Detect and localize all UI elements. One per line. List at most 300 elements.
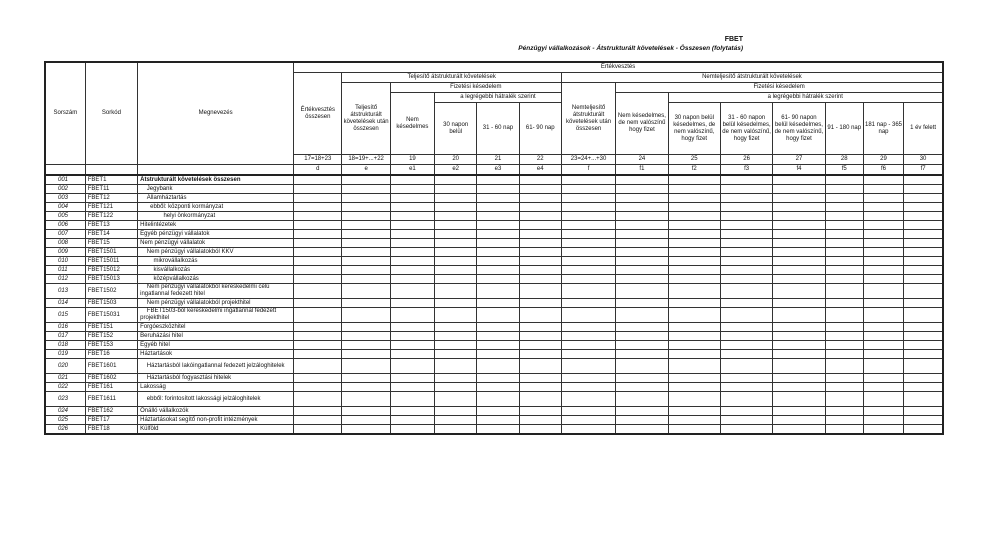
value-cell[interactable] [720,266,772,275]
value-cell[interactable] [435,175,477,185]
value-cell[interactable] [863,230,903,239]
value-cell[interactable] [863,203,903,212]
value-cell[interactable] [477,383,519,392]
value-cell[interactable] [294,239,342,248]
value-cell[interactable] [720,332,772,341]
value-cell[interactable] [668,374,720,383]
value-cell[interactable] [863,266,903,275]
value-cell[interactable] [773,203,825,212]
value-cell[interactable] [825,425,863,435]
value-cell[interactable] [342,221,390,230]
value-cell[interactable] [435,407,477,416]
value-cell[interactable] [773,374,825,383]
value-cell[interactable] [616,341,668,350]
value-cell[interactable] [720,257,772,266]
value-cell[interactable] [390,230,434,239]
value-cell[interactable] [773,230,825,239]
value-cell[interactable] [825,383,863,392]
value-cell[interactable] [294,323,342,332]
value-cell[interactable] [519,266,561,275]
value-cell[interactable] [773,425,825,435]
value-cell[interactable] [390,383,434,392]
value-cell[interactable] [668,194,720,203]
value-cell[interactable] [519,359,561,374]
value-cell[interactable] [904,275,943,284]
value-cell[interactable] [825,284,863,299]
value-cell[interactable] [519,203,561,212]
value-cell[interactable] [390,374,434,383]
value-cell[interactable] [342,374,390,383]
value-cell[interactable] [390,185,434,194]
value-cell[interactable] [904,212,943,221]
value-cell[interactable] [616,299,668,308]
value-cell[interactable] [561,308,615,323]
value-cell[interactable] [616,257,668,266]
value-cell[interactable] [904,425,943,435]
value-cell[interactable] [904,284,943,299]
value-cell[interactable] [477,175,519,185]
value-cell[interactable] [477,248,519,257]
value-cell[interactable] [294,416,342,425]
value-cell[interactable] [904,359,943,374]
value-cell[interactable] [435,266,477,275]
value-cell[interactable] [561,350,615,359]
value-cell[interactable] [616,221,668,230]
value-cell[interactable] [342,212,390,221]
value-cell[interactable] [294,359,342,374]
value-cell[interactable] [435,248,477,257]
value-cell[interactable] [668,323,720,332]
value-cell[interactable] [863,374,903,383]
value-cell[interactable] [863,308,903,323]
value-cell[interactable] [863,323,903,332]
value-cell[interactable] [668,275,720,284]
value-cell[interactable] [773,392,825,407]
value-cell[interactable] [668,308,720,323]
value-cell[interactable] [616,248,668,257]
value-cell[interactable] [294,230,342,239]
value-cell[interactable] [825,221,863,230]
value-cell[interactable] [904,374,943,383]
value-cell[interactable] [477,308,519,323]
value-cell[interactable] [477,275,519,284]
value-cell[interactable] [904,248,943,257]
value-cell[interactable] [720,416,772,425]
value-cell[interactable] [294,407,342,416]
value-cell[interactable] [435,239,477,248]
value-cell[interactable] [668,350,720,359]
value-cell[interactable] [773,257,825,266]
value-cell[interactable] [825,203,863,212]
value-cell[interactable] [435,185,477,194]
value-cell[interactable] [904,392,943,407]
value-cell[interactable] [863,257,903,266]
value-cell[interactable] [435,323,477,332]
value-cell[interactable] [720,407,772,416]
value-cell[interactable] [519,212,561,221]
value-cell[interactable] [668,203,720,212]
value-cell[interactable] [561,257,615,266]
value-cell[interactable] [294,284,342,299]
value-cell[interactable] [390,266,434,275]
value-cell[interactable] [863,425,903,435]
value-cell[interactable] [294,175,342,185]
value-cell[interactable] [477,221,519,230]
value-cell[interactable] [294,203,342,212]
value-cell[interactable] [342,407,390,416]
value-cell[interactable] [294,212,342,221]
value-cell[interactable] [435,230,477,239]
value-cell[interactable] [720,239,772,248]
value-cell[interactable] [720,323,772,332]
value-cell[interactable] [561,194,615,203]
value-cell[interactable] [825,275,863,284]
value-cell[interactable] [863,299,903,308]
value-cell[interactable] [390,284,434,299]
value-cell[interactable] [390,299,434,308]
value-cell[interactable] [390,212,434,221]
value-cell[interactable] [720,230,772,239]
value-cell[interactable] [561,299,615,308]
value-cell[interactable] [519,175,561,185]
value-cell[interactable] [863,275,903,284]
value-cell[interactable] [616,185,668,194]
value-cell[interactable] [477,299,519,308]
value-cell[interactable] [342,323,390,332]
value-cell[interactable] [616,374,668,383]
value-cell[interactable] [519,425,561,435]
value-cell[interactable] [561,284,615,299]
value-cell[interactable] [825,194,863,203]
value-cell[interactable] [668,175,720,185]
value-cell[interactable] [825,407,863,416]
value-cell[interactable] [904,194,943,203]
value-cell[interactable] [616,425,668,435]
value-cell[interactable] [825,341,863,350]
value-cell[interactable] [390,308,434,323]
value-cell[interactable] [863,248,903,257]
value-cell[interactable] [616,332,668,341]
value-cell[interactable] [825,299,863,308]
value-cell[interactable] [904,175,943,185]
value-cell[interactable] [561,392,615,407]
value-cell[interactable] [616,359,668,374]
value-cell[interactable] [435,284,477,299]
value-cell[interactable] [720,175,772,185]
value-cell[interactable] [616,266,668,275]
value-cell[interactable] [668,332,720,341]
value-cell[interactable] [720,221,772,230]
value-cell[interactable] [720,212,772,221]
value-cell[interactable] [773,239,825,248]
value-cell[interactable] [561,416,615,425]
value-cell[interactable] [477,185,519,194]
value-cell[interactable] [342,248,390,257]
value-cell[interactable] [863,284,903,299]
value-cell[interactable] [561,332,615,341]
value-cell[interactable] [390,323,434,332]
value-cell[interactable] [342,203,390,212]
value-cell[interactable] [904,416,943,425]
value-cell[interactable] [863,392,903,407]
value-cell[interactable] [519,275,561,284]
value-cell[interactable] [435,425,477,435]
value-cell[interactable] [720,194,772,203]
value-cell[interactable] [435,332,477,341]
value-cell[interactable] [435,308,477,323]
value-cell[interactable] [477,203,519,212]
value-cell[interactable] [616,323,668,332]
value-cell[interactable] [668,239,720,248]
value-cell[interactable] [773,341,825,350]
value-cell[interactable] [390,350,434,359]
value-cell[interactable] [668,299,720,308]
value-cell[interactable] [561,407,615,416]
value-cell[interactable] [435,221,477,230]
value-cell[interactable] [390,407,434,416]
value-cell[interactable] [720,308,772,323]
value-cell[interactable] [435,194,477,203]
value-cell[interactable] [342,392,390,407]
value-cell[interactable] [668,416,720,425]
value-cell[interactable] [561,275,615,284]
value-cell[interactable] [668,341,720,350]
value-cell[interactable] [519,407,561,416]
value-cell[interactable] [773,383,825,392]
value-cell[interactable] [342,308,390,323]
value-cell[interactable] [904,407,943,416]
value-cell[interactable] [294,275,342,284]
value-cell[interactable] [773,284,825,299]
value-cell[interactable] [294,392,342,407]
value-cell[interactable] [342,416,390,425]
value-cell[interactable] [668,383,720,392]
value-cell[interactable] [863,416,903,425]
value-cell[interactable] [477,416,519,425]
value-cell[interactable] [561,323,615,332]
value-cell[interactable] [390,332,434,341]
value-cell[interactable] [904,185,943,194]
value-cell[interactable] [342,194,390,203]
value-cell[interactable] [294,299,342,308]
value-cell[interactable] [477,341,519,350]
value-cell[interactable] [435,341,477,350]
value-cell[interactable] [342,341,390,350]
value-cell[interactable] [477,194,519,203]
value-cell[interactable] [863,407,903,416]
value-cell[interactable] [342,257,390,266]
value-cell[interactable] [477,284,519,299]
value-cell[interactable] [773,350,825,359]
value-cell[interactable] [435,383,477,392]
value-cell[interactable] [720,203,772,212]
value-cell[interactable] [294,350,342,359]
value-cell[interactable] [904,308,943,323]
value-cell[interactable] [825,332,863,341]
value-cell[interactable] [561,374,615,383]
value-cell[interactable] [904,239,943,248]
value-cell[interactable] [720,185,772,194]
value-cell[interactable] [435,416,477,425]
value-cell[interactable] [863,350,903,359]
value-cell[interactable] [773,323,825,332]
value-cell[interactable] [668,284,720,299]
value-cell[interactable] [435,212,477,221]
value-cell[interactable] [904,257,943,266]
value-cell[interactable] [477,425,519,435]
value-cell[interactable] [294,341,342,350]
value-cell[interactable] [519,392,561,407]
value-cell[interactable] [390,194,434,203]
value-cell[interactable] [519,374,561,383]
value-cell[interactable] [668,392,720,407]
value-cell[interactable] [863,239,903,248]
value-cell[interactable] [825,374,863,383]
value-cell[interactable] [616,230,668,239]
value-cell[interactable] [863,341,903,350]
value-cell[interactable] [668,359,720,374]
value-cell[interactable] [616,212,668,221]
value-cell[interactable] [294,185,342,194]
value-cell[interactable] [561,266,615,275]
value-cell[interactable] [519,284,561,299]
value-cell[interactable] [720,392,772,407]
value-cell[interactable] [390,257,434,266]
value-cell[interactable] [825,212,863,221]
value-cell[interactable] [904,221,943,230]
value-cell[interactable] [825,416,863,425]
value-cell[interactable] [773,266,825,275]
value-cell[interactable] [519,323,561,332]
value-cell[interactable] [519,257,561,266]
value-cell[interactable] [720,341,772,350]
value-cell[interactable] [904,323,943,332]
value-cell[interactable] [616,175,668,185]
value-cell[interactable] [668,185,720,194]
value-cell[interactable] [390,359,434,374]
value-cell[interactable] [720,275,772,284]
value-cell[interactable] [720,350,772,359]
value-cell[interactable] [773,194,825,203]
value-cell[interactable] [720,383,772,392]
value-cell[interactable] [342,185,390,194]
value-cell[interactable] [561,341,615,350]
value-cell[interactable] [342,284,390,299]
value-cell[interactable] [477,257,519,266]
value-cell[interactable] [435,392,477,407]
value-cell[interactable] [435,374,477,383]
value-cell[interactable] [390,203,434,212]
value-cell[interactable] [668,425,720,435]
value-cell[interactable] [668,266,720,275]
value-cell[interactable] [863,332,903,341]
value-cell[interactable] [342,230,390,239]
value-cell[interactable] [390,248,434,257]
value-cell[interactable] [616,239,668,248]
value-cell[interactable] [616,392,668,407]
value-cell[interactable] [561,359,615,374]
value-cell[interactable] [825,239,863,248]
value-cell[interactable] [519,332,561,341]
value-cell[interactable] [477,332,519,341]
value-cell[interactable] [616,308,668,323]
value-cell[interactable] [390,392,434,407]
value-cell[interactable] [519,230,561,239]
value-cell[interactable] [863,212,903,221]
value-cell[interactable] [435,350,477,359]
value-cell[interactable] [519,239,561,248]
value-cell[interactable] [561,239,615,248]
value-cell[interactable] [390,221,434,230]
value-cell[interactable] [825,248,863,257]
value-cell[interactable] [477,407,519,416]
value-cell[interactable] [294,266,342,275]
value-cell[interactable] [863,194,903,203]
value-cell[interactable] [342,275,390,284]
value-cell[interactable] [616,194,668,203]
value-cell[interactable] [477,266,519,275]
value-cell[interactable] [294,425,342,435]
value-cell[interactable] [616,416,668,425]
value-cell[interactable] [668,230,720,239]
value-cell[interactable] [863,175,903,185]
value-cell[interactable] [863,383,903,392]
value-cell[interactable] [477,239,519,248]
value-cell[interactable] [616,350,668,359]
value-cell[interactable] [477,323,519,332]
value-cell[interactable] [519,185,561,194]
value-cell[interactable] [519,299,561,308]
value-cell[interactable] [773,416,825,425]
value-cell[interactable] [904,383,943,392]
value-cell[interactable] [863,221,903,230]
value-cell[interactable] [519,341,561,350]
value-cell[interactable] [720,248,772,257]
value-cell[interactable] [904,350,943,359]
value-cell[interactable] [616,383,668,392]
value-cell[interactable] [773,275,825,284]
value-cell[interactable] [390,341,434,350]
value-cell[interactable] [668,257,720,266]
value-cell[interactable] [773,185,825,194]
value-cell[interactable] [435,359,477,374]
value-cell[interactable] [342,299,390,308]
value-cell[interactable] [519,248,561,257]
value-cell[interactable] [616,407,668,416]
value-cell[interactable] [294,374,342,383]
value-cell[interactable] [435,299,477,308]
value-cell[interactable] [561,248,615,257]
value-cell[interactable] [477,212,519,221]
value-cell[interactable] [477,359,519,374]
value-cell[interactable] [773,212,825,221]
value-cell[interactable] [668,407,720,416]
value-cell[interactable] [477,374,519,383]
value-cell[interactable] [519,308,561,323]
value-cell[interactable] [825,308,863,323]
value-cell[interactable] [390,275,434,284]
value-cell[interactable] [390,175,434,185]
value-cell[interactable] [773,407,825,416]
value-cell[interactable] [477,230,519,239]
value-cell[interactable] [342,359,390,374]
value-cell[interactable] [561,425,615,435]
value-cell[interactable] [342,239,390,248]
value-cell[interactable] [342,175,390,185]
value-cell[interactable] [825,266,863,275]
value-cell[interactable] [904,341,943,350]
value-cell[interactable] [561,185,615,194]
